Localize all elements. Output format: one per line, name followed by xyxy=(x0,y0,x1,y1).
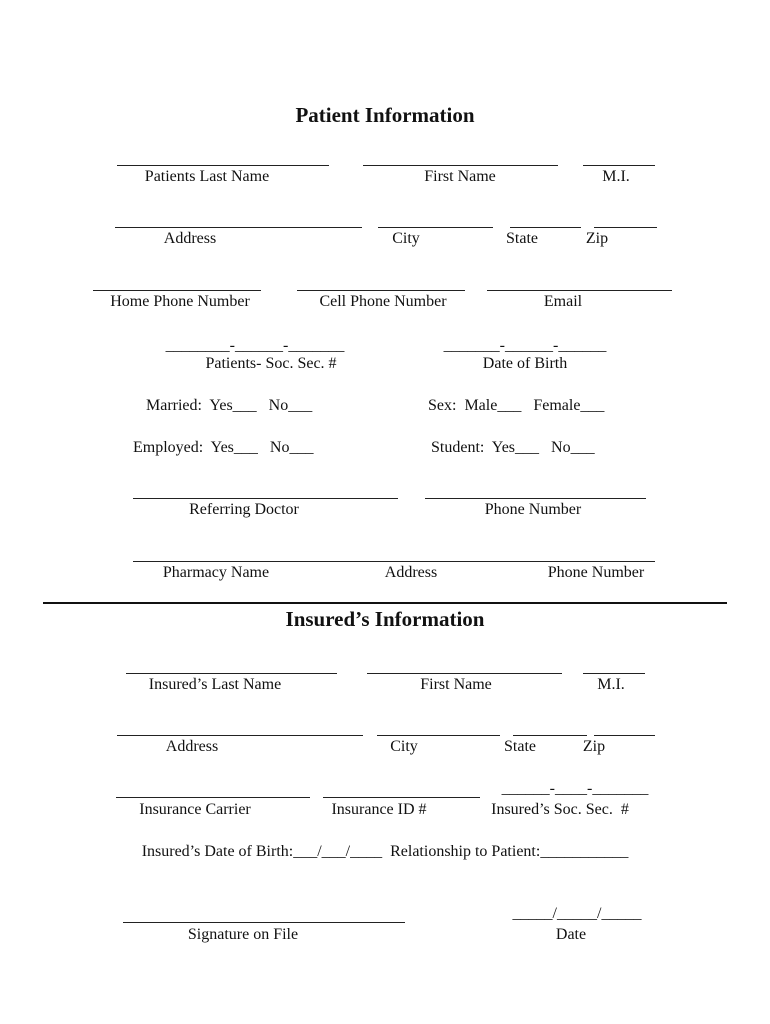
patient-zip-line[interactable] xyxy=(594,227,657,228)
pharmacy-line[interactable] xyxy=(133,561,655,562)
section-divider xyxy=(43,602,727,604)
patient-address-line[interactable] xyxy=(115,227,362,228)
employed-field[interactable]: Employed: Yes___ No___ xyxy=(133,439,314,456)
insured-state-line[interactable] xyxy=(513,735,587,736)
home-phone-line[interactable] xyxy=(93,290,261,291)
patient-address-label: Address xyxy=(163,230,217,247)
married-field[interactable]: Married: Yes___ No___ xyxy=(146,397,313,414)
insurance-id-line[interactable] xyxy=(323,797,480,798)
home-phone-label: Home Phone Number xyxy=(110,293,250,310)
patient-state-line[interactable] xyxy=(510,227,581,228)
insured-last-name-line[interactable] xyxy=(126,673,337,674)
insured-mi-label: M.I. xyxy=(597,676,625,693)
insured-last-name-label: Insured’s Last Name xyxy=(148,676,282,693)
insured-city-label: City xyxy=(390,738,418,755)
insured-mi-line[interactable] xyxy=(583,673,645,674)
insured-first-name-line[interactable] xyxy=(367,673,562,674)
patient-state-label: State xyxy=(506,230,538,247)
patient-city-label: City xyxy=(392,230,420,247)
pharmacy-name-label: Pharmacy Name xyxy=(162,564,270,581)
patient-mi-label: M.I. xyxy=(602,168,630,185)
email-label: Email xyxy=(543,293,583,310)
insured-state-label: State xyxy=(504,738,536,755)
insured-zip-line[interactable] xyxy=(594,735,655,736)
referring-doctor-line[interactable] xyxy=(133,498,398,499)
patient-ssn-blank[interactable]: ________-______-_______ xyxy=(165,337,345,354)
insured-ssn-label: Insured’s Soc. Sec. # xyxy=(491,801,629,818)
patient-mi-line[interactable] xyxy=(583,165,655,166)
patient-section-title: Patient Information xyxy=(295,103,475,127)
signature-line[interactable] xyxy=(123,922,405,923)
doctor-phone-label: Phone Number xyxy=(484,501,582,518)
patient-last-name-label: Patients Last Name xyxy=(144,168,270,185)
signature-label: Signature on File xyxy=(187,926,299,943)
cell-phone-line[interactable] xyxy=(297,290,465,291)
patient-first-name-line[interactable] xyxy=(363,165,558,166)
insurance-id-label: Insurance ID # xyxy=(331,801,427,818)
sex-field[interactable]: Sex: Male___ Female___ xyxy=(428,397,605,414)
signature-date-blank[interactable]: _____/_____/_____ xyxy=(512,905,642,922)
patient-ssn-label: Patients- Soc. Sec. # xyxy=(205,355,337,372)
student-field[interactable]: Student: Yes___ No___ xyxy=(431,439,595,456)
cell-phone-label: Cell Phone Number xyxy=(319,293,447,310)
insurance-carrier-line[interactable] xyxy=(116,797,310,798)
patient-dob-label: Date of Birth xyxy=(482,355,568,372)
email-line[interactable] xyxy=(487,290,672,291)
patient-city-line[interactable] xyxy=(378,227,493,228)
referring-doctor-label: Referring Doctor xyxy=(189,501,299,518)
doctor-phone-line[interactable] xyxy=(425,498,646,499)
insured-section-title: Insured’s Information xyxy=(285,607,485,631)
pharmacy-address-label: Address xyxy=(384,564,438,581)
signature-date-label: Date xyxy=(555,926,587,943)
insured-city-line[interactable] xyxy=(377,735,500,736)
patient-last-name-line[interactable] xyxy=(117,165,329,166)
insured-address-label: Address xyxy=(165,738,219,755)
insurance-carrier-label: Insurance Carrier xyxy=(139,801,251,818)
insured-zip-label: Zip xyxy=(582,738,606,755)
pharmacy-phone-label: Phone Number xyxy=(547,564,645,581)
patient-first-name-label: First Name xyxy=(424,168,496,185)
insured-address-line[interactable] xyxy=(117,735,363,736)
insured-first-name-label: First Name xyxy=(420,676,492,693)
insured-dob-relationship-field[interactable]: Insured’s Date of Birth:___/___/____ Relationship to Patient:___________ xyxy=(141,843,629,860)
insured-ssn-blank[interactable]: ______-____-_______ xyxy=(501,780,649,797)
patient-zip-label: Zip xyxy=(585,230,609,247)
patient-dob-blank[interactable]: _______-______-______ xyxy=(443,337,607,354)
